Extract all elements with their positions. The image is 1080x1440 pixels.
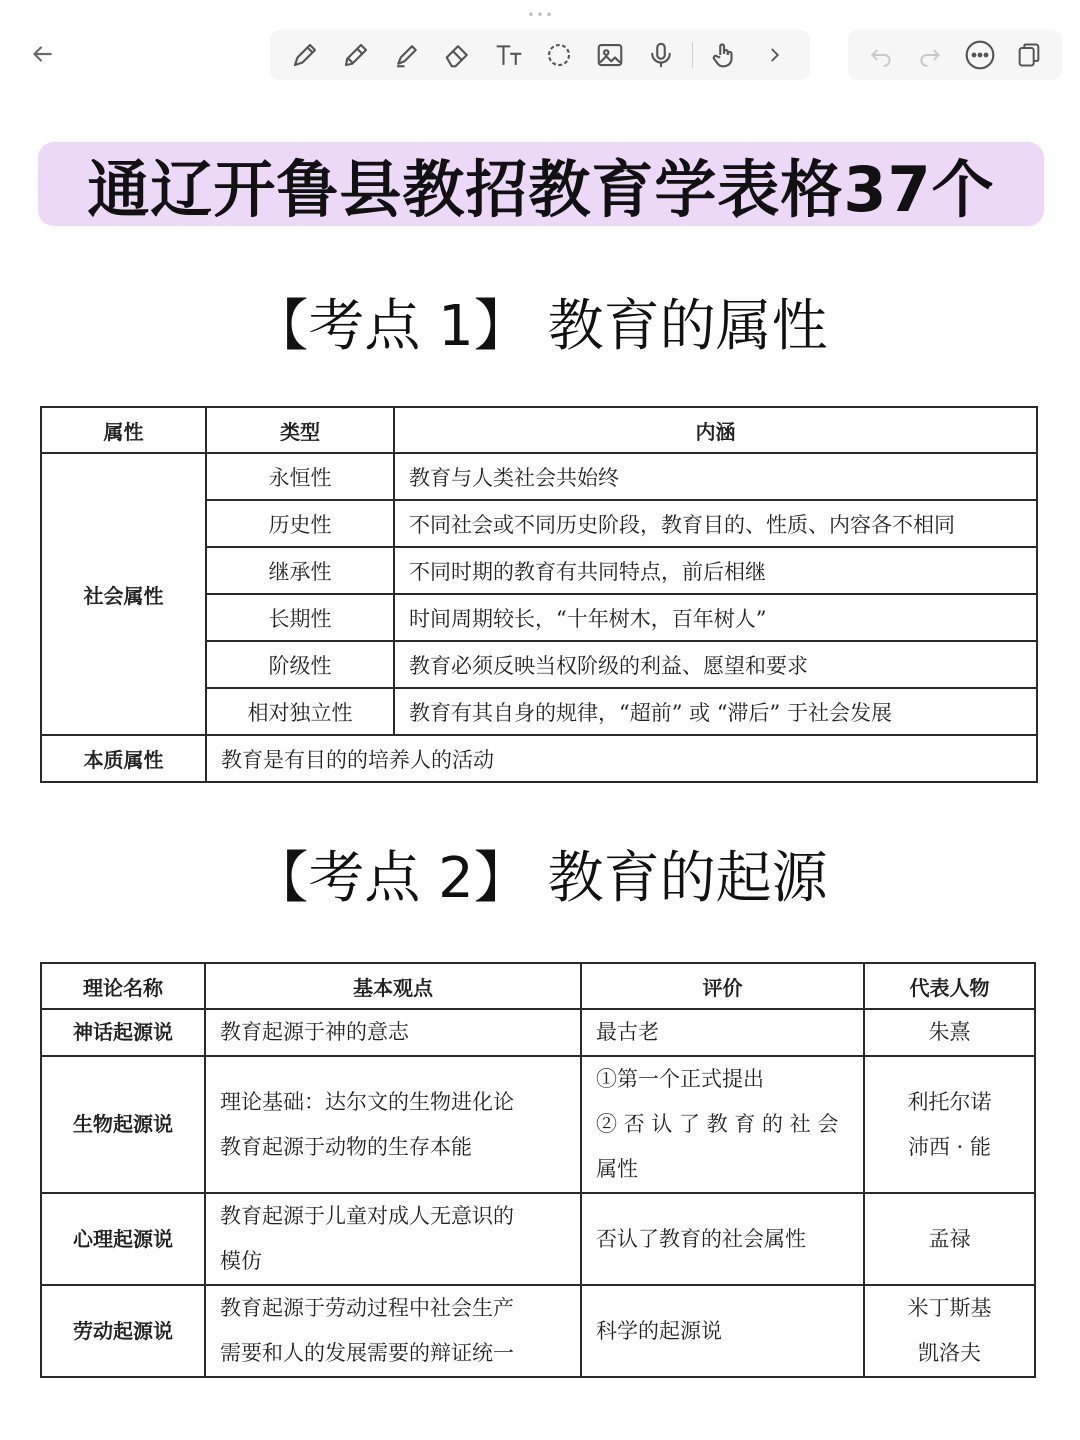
pencil-tool-button[interactable]	[336, 35, 376, 75]
column-header: 内涵	[394, 407, 1037, 453]
cell-line: 教育起源于劳动过程中社会生产	[220, 1296, 514, 1320]
eraser-icon	[443, 40, 473, 70]
view-cell	[205, 1193, 581, 1285]
lasso-icon	[544, 40, 574, 70]
table-row	[41, 1056, 1035, 1193]
pen-icon	[290, 40, 320, 70]
cell-line: 科学的起源说	[596, 1318, 722, 1343]
evaluation-cell	[581, 1285, 864, 1377]
pen-tool-button[interactable]	[285, 35, 325, 75]
theory-name-cell: 劳动起源说	[41, 1285, 205, 1377]
cell-line: 属性	[596, 1157, 638, 1181]
evaluation-cell	[581, 1009, 864, 1056]
type-cell: 历史性	[206, 500, 394, 547]
cell-line: 利托尔诺	[907, 1089, 992, 1114]
meaning-cell: 教育必须反映当权阶级的利益、愿望和要求	[394, 641, 1037, 688]
view-cell	[205, 1285, 581, 1377]
meaning-cell: 教育有其自身的规律，“超前” 或 “滞后” 于社会发展	[394, 688, 1037, 735]
column-header: 类型	[206, 407, 394, 453]
table-header-row	[41, 963, 1035, 1009]
people-cell	[864, 1285, 1035, 1377]
attribute-cell: 本质属性	[41, 735, 206, 782]
cell-line: 凯洛夫	[918, 1341, 981, 1365]
window-drag-handle[interactable]: •••	[527, 8, 555, 22]
column-header: 理论名称	[41, 963, 205, 1009]
education-origin-table	[40, 962, 1036, 1378]
cell-line: 教育起源于动物的生存本能	[220, 1134, 472, 1159]
redo-button[interactable]	[910, 35, 950, 75]
people-cell	[864, 1193, 1035, 1285]
more-button[interactable]	[960, 35, 1000, 75]
cell-line: 米丁斯基	[907, 1296, 992, 1320]
table-row	[41, 1193, 1035, 1285]
touch-icon	[709, 40, 739, 70]
table-row	[41, 1285, 1035, 1377]
cell-line: 模仿	[220, 1249, 262, 1273]
cell-line: 沛西 · 能	[907, 1134, 992, 1159]
document-title: 通辽开鲁县教招教育学表格37个	[87, 152, 995, 226]
toolbar-expand-button[interactable]	[755, 35, 795, 75]
text-icon	[493, 40, 525, 70]
cell-line: 教育起源于儿童对成人无意识的	[220, 1204, 514, 1228]
type-cell: 长期性	[206, 594, 394, 641]
toolbar-divider	[692, 42, 693, 68]
cell-line: 否认了教育的社会属性	[596, 1226, 806, 1251]
image-icon	[595, 40, 625, 70]
theory-name-cell: 生物起源说	[41, 1056, 205, 1193]
people-cell	[864, 1056, 1035, 1193]
column-header: 代表人物	[864, 963, 1035, 1009]
evaluation-cell	[581, 1056, 864, 1193]
theory-name-cell: 心理起源说	[41, 1193, 205, 1285]
meaning-cell: 教育是有目的的培养人的活动	[206, 735, 1037, 782]
column-header: 属性	[41, 407, 206, 453]
table-row	[41, 1009, 1035, 1056]
type-cell: 阶级性	[206, 641, 394, 688]
cell-line: 朱熹	[928, 1020, 971, 1044]
more-icon	[964, 39, 996, 71]
theory-name-cell: 神话起源说	[41, 1009, 205, 1056]
type-cell: 继承性	[206, 547, 394, 594]
section-2-heading: 【考点 2】 教育的起源	[252, 846, 828, 911]
column-header: 评价	[581, 963, 864, 1009]
cell-line: 最古老	[596, 1020, 659, 1044]
pencil-icon	[341, 40, 371, 70]
highlighter-icon	[392, 40, 422, 70]
evaluation-cell	[581, 1193, 864, 1285]
type-cell: 永恒性	[206, 453, 394, 500]
document-title-banner	[38, 142, 1044, 226]
voice-tool-button[interactable]	[641, 35, 681, 75]
pages-button[interactable]	[1009, 35, 1049, 75]
highlighter-tool-button[interactable]	[387, 35, 427, 75]
cell-line: ①第一个正式提出	[596, 1067, 764, 1091]
meaning-cell: 时间周期较长，“十年树木，百年树人”	[394, 594, 1037, 641]
lasso-tool-button[interactable]	[539, 35, 579, 75]
back-button[interactable]	[16, 30, 68, 78]
text-tool-button[interactable]	[489, 35, 529, 75]
cell-line: 教育起源于神的意志	[220, 1020, 409, 1044]
table-row	[41, 735, 1037, 782]
cell-line: 理论基础：达尔文的生物进化论	[220, 1089, 514, 1114]
chevron-right-icon	[764, 44, 786, 66]
type-cell: 相对独立性	[206, 688, 394, 735]
eraser-tool-button[interactable]	[438, 35, 478, 75]
cell-line: 需要和人的发展需要的辩证统一	[220, 1341, 514, 1365]
view-cell	[205, 1056, 581, 1193]
table-row	[41, 453, 1037, 500]
history-toolbar	[848, 30, 1062, 80]
undo-icon	[868, 42, 894, 68]
section-1-heading: 【考点 1】 教育的属性	[252, 294, 828, 359]
people-cell	[864, 1009, 1035, 1056]
arrow-left-icon	[29, 41, 55, 67]
touch-tool-button[interactable]	[704, 35, 744, 75]
meaning-cell: 不同社会或不同历史阶段，教育目的、性质、内容各不相同	[394, 500, 1037, 547]
meaning-cell: 教育与人类社会共始终	[394, 453, 1037, 500]
column-header: 基本观点	[205, 963, 581, 1009]
microphone-icon	[646, 40, 676, 70]
attribute-cell: 社会属性	[41, 453, 206, 735]
redo-icon	[917, 42, 943, 68]
pages-icon	[1015, 40, 1043, 70]
table-header-row	[41, 407, 1037, 453]
image-tool-button[interactable]	[590, 35, 630, 75]
view-cell	[205, 1009, 581, 1056]
cell-line: 孟禄	[928, 1226, 971, 1251]
undo-button[interactable]	[861, 35, 901, 75]
meaning-cell: 不同时期的教育有共同特点，前后相继	[394, 547, 1037, 594]
drawing-toolbar	[270, 30, 810, 80]
education-attributes-table	[40, 406, 1038, 783]
cell-line: ② 否 认 了 教 育 的 社 会	[596, 1112, 839, 1136]
